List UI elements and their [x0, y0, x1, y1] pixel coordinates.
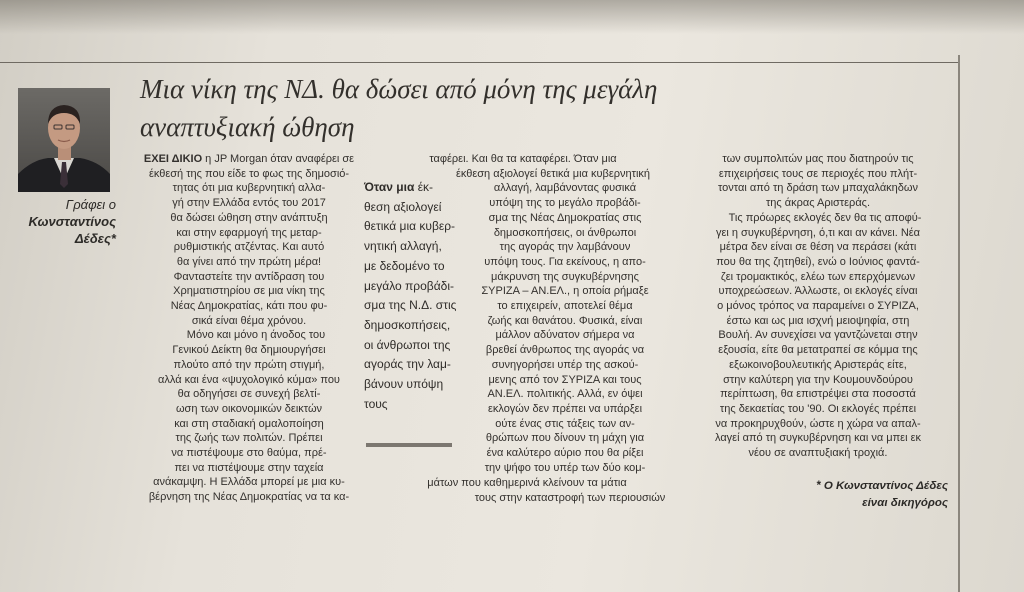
text-line: πει να πιστέψουμε στην ταχεία — [174, 461, 324, 474]
text-line: γει η συγκυβέρνηση, ό,τι και αν κάνει. Νέα — [715, 226, 921, 239]
text-line: της άκρας Αριστεράς. — [765, 197, 871, 210]
text-line: ΣΥΡΙΖΑ – ΑΝ.ΕΛ., η οποία ρήμαξε — [481, 285, 649, 298]
pullquote-line: θετικά μια κυβερ- — [364, 219, 456, 234]
text-fragment: η JP Morgan όταν αναφέρει σε — [202, 153, 355, 165]
text-line: ανάκαμψη. Η Ελλάδα μπορεί με μια κυ- — [153, 476, 345, 489]
text-line: λαγεί από τη συγκυβέρνηση και να μπει εκ — [714, 432, 921, 445]
text-line: πλούτο από την πρώτη στιγμή, — [173, 358, 325, 371]
text-line: της δεκαετίας του '90. Οι εκλογές πρέπει — [719, 402, 917, 415]
text-line: Γενικού Δείκτη θα δημιουργήσει — [172, 344, 326, 357]
text-line: ΑΝ.ΕΛ. πολιτικής. Αλλά, εν όψει — [487, 388, 643, 401]
text-line: μάλλον αδύνατον σήμερα να — [495, 329, 635, 342]
text-line: τητας ότι μια κυβερνητική αλλα- — [172, 182, 326, 195]
text-line: και στη σταδιακή ομαλοποίηση — [174, 417, 324, 430]
title-line: Μια νίκη της ΝΔ. θα δώσει από μόνη της μεγάλη — [140, 74, 658, 104]
text-line: ένα καλύτερο αύριο που θα ρίξει — [486, 447, 644, 460]
text-line: νέου σε αναπτυξιακή τροχιά. — [748, 447, 888, 460]
text-line: σικά είναι θέμα χρόνου. — [191, 314, 307, 327]
author-note — [772, 478, 948, 512]
text-line: περίπτωση, θα επιστρέψει στα ποσοστά — [720, 388, 916, 401]
text-line: ο μόνος τρόπος να παραμείνει ο ΣΥΡΙΖΑ, — [717, 300, 919, 313]
text-line: Τις πρόωρες εκλογές δεν θα τις αποφύ- — [728, 211, 922, 224]
text-line: υποχρεώσεων. Άλλωστε, οι εκλογές είναι — [718, 285, 918, 298]
text-line: να προκηρυχθούν, ώστε η χώρα να απαλ- — [715, 417, 921, 430]
pullquote-line: τους — [364, 396, 388, 411]
pull-quote — [364, 178, 457, 414]
text-line: έκθεση αξιολογεί θετικά μια κυβερνητική — [455, 167, 651, 180]
pullquote-rule — [366, 443, 452, 447]
text-line: αλλαγή, λαμβάνοντας φυσικά — [493, 182, 637, 195]
text-line: της ζωής των πολιτών. Πρέπει — [175, 432, 323, 445]
text-line: στην καλύτερη για την Κουμουνδούρου — [723, 373, 913, 386]
pullquote-line: δημοσκοπήσεις, — [364, 317, 451, 332]
text-line: Φανταστείτε την αντίδραση του — [173, 270, 325, 283]
pullquote-fragment: έκ- — [414, 180, 434, 194]
text-line: να πιστέψουμε στο θαύμα, πρέ- — [171, 447, 327, 460]
text-line: ούτε ένας στις τάξεις των αν- — [495, 417, 635, 430]
text-line: αλλά και ένα «ψυχολογικό κύμα» που — [158, 373, 340, 386]
text-line: βέρνηση της Νέας Δημοκρατίας να τα κα- — [148, 491, 350, 504]
title-line: αναπτυξιακή ώθηση — [140, 112, 355, 142]
text-line: το επιχειρείν, αποτελεί θέμα — [497, 300, 633, 313]
text-line: που θα της ζητηθεί), ενώ ο Ιούνιος φαντά- — [716, 255, 920, 268]
text-line: θρώπων που δίνουν τη μάχη για — [485, 432, 645, 445]
text-line: Νέας Δημοκρατίας, κάτι που φυ- — [170, 300, 328, 313]
article-title — [140, 70, 760, 146]
pullquote-line: νητική αλλαγή, — [364, 239, 442, 254]
page-shadow — [0, 0, 1024, 34]
text-line — [138, 152, 360, 167]
text-line: ταφέρει. Και θα τα καταφέρει. Όταν μια — [429, 153, 617, 165]
text-line: έκθεσή της που είδε το φως της δημοσιό- — [148, 167, 350, 180]
pullquote-line: μεγάλο προβάδι- — [364, 278, 454, 293]
text-line: τονται από τη δράση των μπαχαλάκηδων — [717, 182, 919, 195]
pullquote-line: θεση αξιολογεί — [364, 199, 442, 214]
pullquote-line: οι άνθρωποι της — [364, 337, 451, 352]
author-portrait-image — [18, 88, 110, 192]
pullquote-line: αγοράς την λαμ- — [364, 357, 451, 372]
text-line: σμα της Νέας Δημοκρατίας στις — [488, 211, 642, 224]
right-column-rule — [958, 55, 960, 592]
byline-role: Γράφει ο — [65, 197, 116, 212]
text-line: εξουσία, είτε θα μετατραπεί σε κόμμα της — [718, 344, 918, 357]
article-column-3 — [682, 152, 954, 461]
article-column-2-top — [368, 152, 678, 181]
pullquote-highlight: Όταν μια — [364, 180, 415, 194]
text-line: μενης από τον ΣΥΡΙΖΑ και τους — [488, 373, 642, 386]
author-photo — [18, 88, 110, 192]
text-line: βρεθεί άνθρωπος της αγοράς να — [485, 344, 645, 357]
article-column-2-bottom — [362, 476, 692, 505]
text-line: υπόψη τους. Για εκείνους, η απο- — [484, 255, 646, 268]
text-line: ρυθμιστικής ατζέντας. Και αυτό — [173, 241, 325, 254]
text-line: την ψήφο του υπέρ των δύο κομ- — [484, 461, 646, 474]
lead-word: ΕΧΕΙ ΔΙΚΙΟ — [143, 153, 203, 165]
text-line: εξωκοινοβουλευτικής Αριστεράς είτε, — [729, 358, 907, 371]
text-line: της αγοράς την λαμβάνουν — [499, 241, 631, 254]
text-line: συνηγορήσει υπέρ της ασκού- — [491, 358, 639, 371]
pullquote-line — [364, 178, 450, 198]
text-line: Μόνο και μόνο η άνοδος του — [186, 329, 326, 342]
text-line: ζει τρομακτικός, ελέω των επερχόμενων — [720, 270, 916, 283]
text-line: υπόψη της το μεγάλο προβάδι- — [489, 197, 641, 210]
article-column-2 — [452, 181, 678, 475]
pullquote-line: βάνουν υπόψη — [364, 377, 444, 392]
text-line: επιχειρήσεις τους σε περιοχές που πλήτ- — [718, 167, 918, 180]
text-line: δημοσκοπήσεις, οι άνθρωποι — [493, 226, 637, 239]
text-line: έστω και ως μια ισχνή μειοψηφία, στη — [726, 314, 910, 327]
pullquote-line: με δεδομένο το — [364, 258, 445, 273]
text-line: θα δώσει ώθηση στην ανάπτυξη — [170, 211, 328, 224]
text-line: μάκρυνση της συγκυβέρνησης — [491, 270, 639, 283]
text-line: θα γίνει από την πρώτη μέρα! — [176, 255, 322, 268]
text-line: γή στην Ελλάδα εντός του 2017 — [172, 197, 326, 210]
text-line: και στην εφαρμογή της μεταρ- — [176, 226, 322, 239]
author-note-line: είναι δικηγόρος — [862, 497, 948, 509]
text-line: θα οδηγήσει σε συνεχή βελτί- — [177, 388, 321, 401]
article-column-1 — [138, 152, 360, 505]
byline-name: Δέδες* — [74, 231, 116, 246]
text-line: Χρηματιστηρίου σε μια νίκη της — [173, 285, 325, 298]
text-line: τους στην καταστροφή των περιουσιών — [474, 491, 666, 504]
text-line: ζωής και θανάτου. Φυσικά, είναι — [487, 314, 643, 327]
byline-name: Κωνσταντίνος — [28, 214, 116, 229]
text-line: μέτρα δεν είναι σε θέση να περάσει (κάτι — [719, 241, 917, 254]
author-note-line: * Ο Κωνσταντίνος Δέδες — [816, 480, 948, 492]
text-line: Βουλή. Αν συνεχίσει να γαντζώνεται στην — [718, 329, 918, 342]
text-line: των συμπολιτών μας που διατηρούν τις — [722, 153, 914, 165]
text-line: εκλογών δεν πρέπει να υπάρξει — [487, 402, 643, 415]
text-line: μάτων που καθημερινά κλείνουν τα μάτια — [427, 476, 627, 489]
pullquote-line: σμα της Ν.Δ. στις — [364, 298, 457, 313]
top-rule — [0, 62, 960, 63]
text-line: ωση των οικονομικών δεικτών — [175, 402, 323, 415]
byline — [20, 196, 116, 247]
